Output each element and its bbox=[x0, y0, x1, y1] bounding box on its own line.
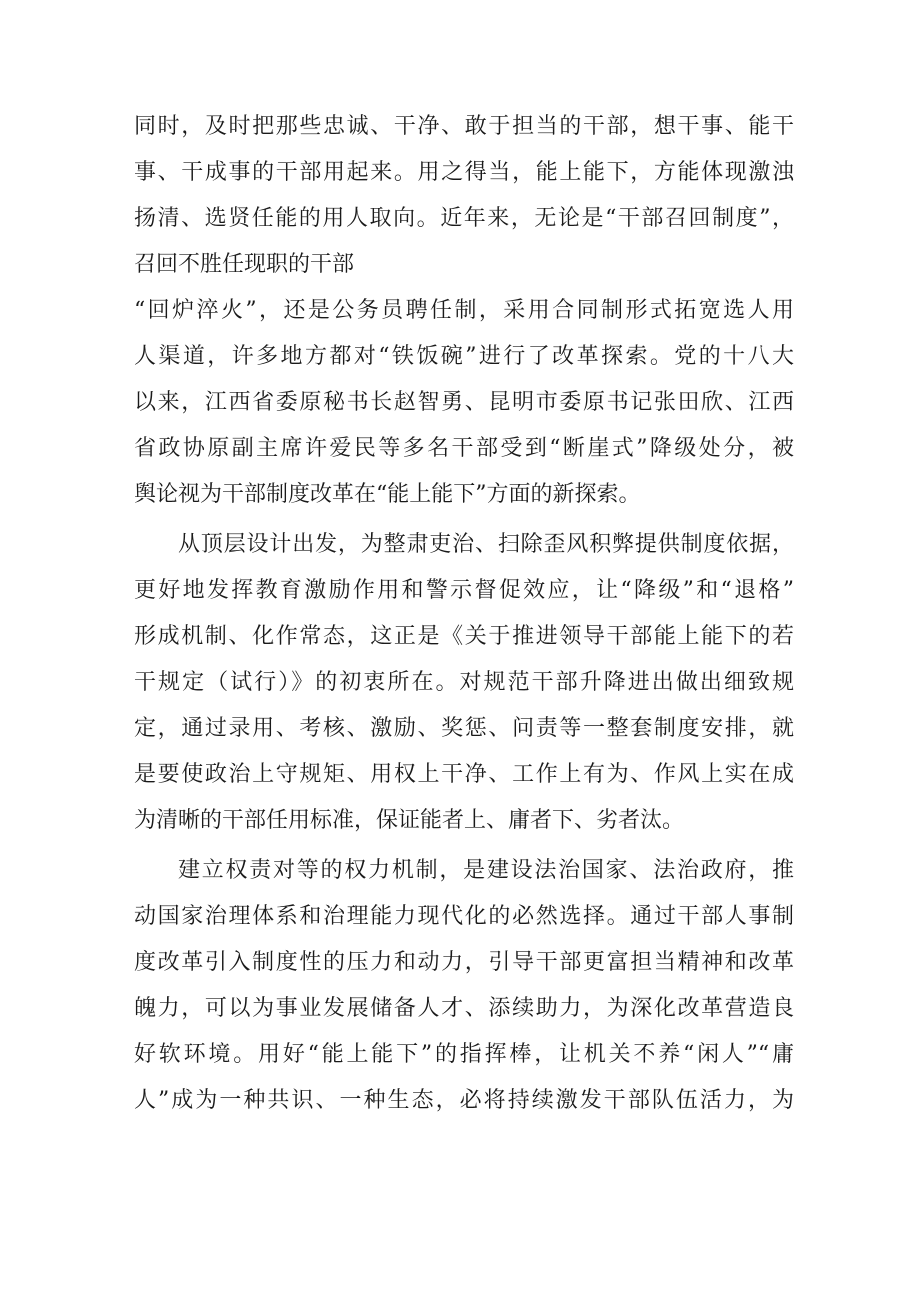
text-line: 定，通过录用、考核、激励、奖惩、问责等一整套制度安排，就 bbox=[134, 716, 794, 741]
text-line: 舆论视为干部制度改革在“能上能下”方面的新探索。 bbox=[134, 482, 641, 507]
text-line: 事、干成事的干部用起来。用之得当，能上能下，方能体现激浊 bbox=[134, 160, 794, 185]
paragraph-3 bbox=[134, 522, 794, 844]
text-line: 人”成为一种共识、一种生态，必将持续激发干部队伍活力，为 bbox=[134, 1088, 794, 1113]
text-line: 好软环境。用好“能上能下”的指挥棒，让机关不养“闲人”“庸 bbox=[134, 1042, 794, 1067]
paragraph-2 bbox=[134, 288, 794, 518]
text-line: 省政协原副主席许爱民等多名干部受到“断崖式”降级处分，被 bbox=[134, 436, 794, 461]
text-line: “回炉淬火”，还是公务员聘任制，采用合同制形式拓宽选人用 bbox=[134, 298, 794, 323]
text-line: 建立权责对等的权力机制，是建设法治国家、法治政府，推 bbox=[178, 858, 794, 883]
text-line: 更好地发挥教育激励作用和警示督促效应，让“降级”和“退格” bbox=[134, 578, 794, 603]
paragraph-1 bbox=[134, 104, 794, 288]
text-line: 从顶层设计出发，为整肃吏治、扫除歪风积弊提供制度依据， bbox=[178, 532, 794, 557]
text-line: 人渠道，许多地方都对“铁饭碗”进行了改革探索。党的十八大 bbox=[134, 344, 794, 369]
paragraph-4 bbox=[134, 848, 794, 1124]
document-body bbox=[134, 104, 794, 1124]
text-line: 以来，江西省委原秘书长赵智勇、昆明市委原书记张田欣、江西 bbox=[134, 390, 794, 415]
text-line: 为清晰的干部任用标准，保证能者上、庸者下、劣者汰。 bbox=[134, 808, 685, 833]
text-line: 魄力，可以为事业发展储备人才、添续助力，为深化改革营造良 bbox=[134, 996, 794, 1021]
text-line: 动国家治理体系和治理能力现代化的必然选择。通过干部人事制 bbox=[134, 904, 794, 929]
text-line: 干规定（试行）》的初衷所在。对规范干部升降进出做出细致规 bbox=[134, 670, 794, 695]
text-line: 召回不胜任现职的干部 bbox=[134, 252, 355, 277]
text-line: 扬清、选贤任能的用人取向。近年来，无论是“干部召回制度”， bbox=[134, 206, 794, 231]
text-line: 形成机制、化作常态，这正是《关于推进领导干部能上能下的若 bbox=[134, 624, 794, 649]
text-line: 是要使政治上守规矩、用权上干净、工作上有为、作风上实在成 bbox=[134, 762, 794, 787]
text-line: 同时，及时把那些忠诚、干净、敢于担当的干部，想干事、能干 bbox=[134, 114, 794, 139]
text-line: 度改革引入制度性的压力和动力，引导干部更富担当精神和改革 bbox=[134, 950, 794, 975]
